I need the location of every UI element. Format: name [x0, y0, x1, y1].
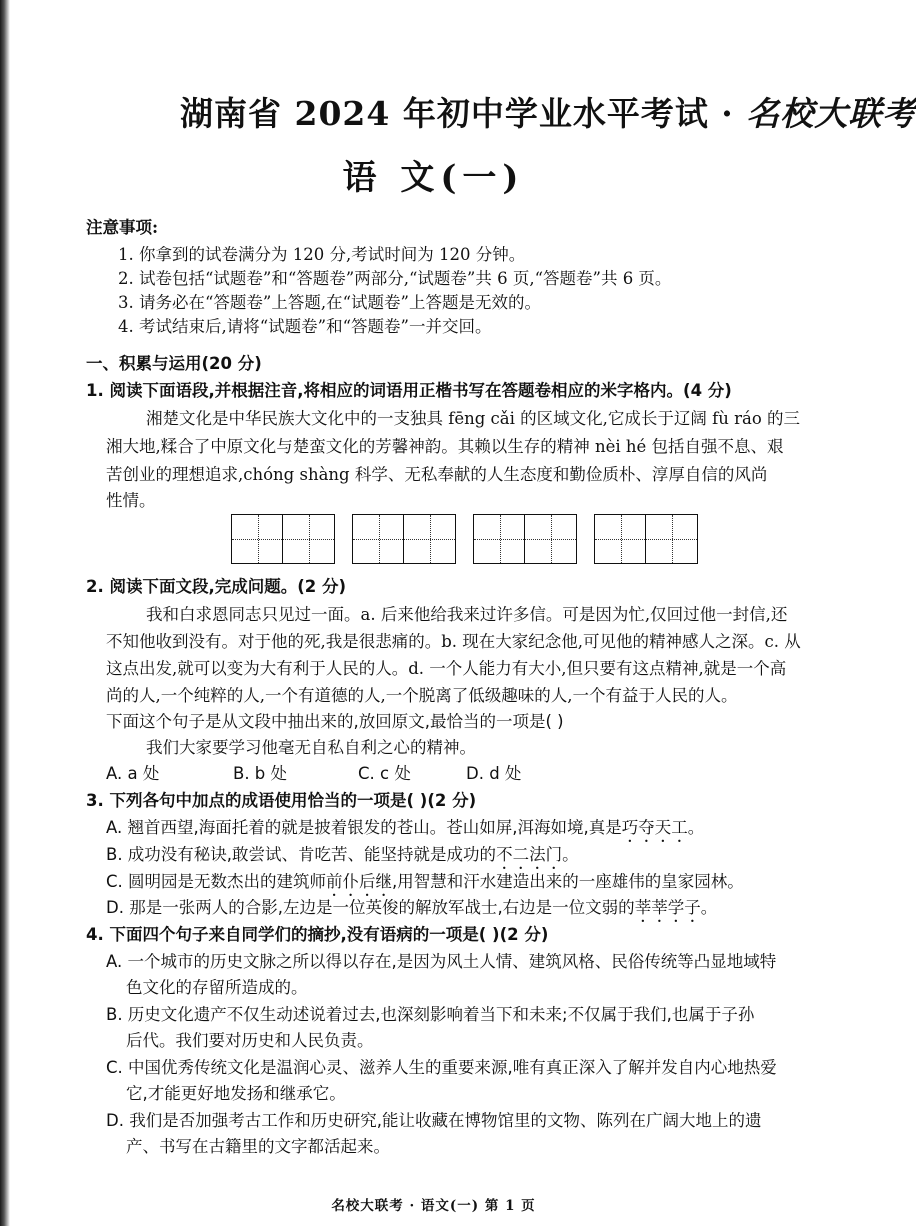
question-4-line: 它,才能更好地发扬和继承它。 [126, 1084, 346, 1103]
question-4-line: 后代。我们要对历史和人民负责。 [126, 1031, 374, 1050]
exam-title-brand: 名校大联考 [746, 94, 916, 133]
question-1-passage-line: 苦创业的理想追求,chóng shàng 科学、无私奉献的人生态度和勤俭质朴、淳厚自信的风尚 [106, 465, 768, 484]
page-footer: 名校大联考 · 语文(一) 第 1 页 [331, 1198, 536, 1214]
question-2-passage-line: 这点出发,就可以变为大有利于人民的人。d. 一个人能力有大小,但只要有这点精神,就是一个高 [106, 659, 787, 678]
dotted-idiom: 不二法门 [496, 845, 563, 864]
question-1-passage-line: 湘大地,糅合了中原文化与楚蛮文化的芳馨神韵。其赖以生存的精神 nèi hé 包括自强不息、艰 [106, 437, 784, 456]
question-3-option-c: C. 圆明园是无数杰出的建筑师前仆后继,用智慧和汗水建造出来的一座雄伟的皇家园林。 [106, 872, 744, 891]
question-2-stem: 2. 阅读下面文段,完成问题。(2 分) [86, 577, 347, 596]
question-3-stem: 3. 下列各句中加点的成语使用恰当的一项是( )(2 分) [86, 791, 477, 810]
question-4-line: C. 中国优秀传统文化是温润心灵、滋养人生的重要来源,唯有真正深入了解并发自内心地热爱 [106, 1058, 777, 1077]
question-3-option-d: D. 那是一张两人的合影,左边是一位英俊的解放军战士,右边是一位文弱的莘莘学子。 [106, 898, 718, 917]
question-2-option: B. b 处 [233, 764, 288, 783]
character-grid-box [231, 514, 335, 564]
question-3-option-b: B. 成功没有秘诀,敢尝试、肯吃苦、能坚持就是成功的不二法门。 [106, 845, 579, 864]
notes-item: 4. 考试结束后,请将“试题卷”和“答题卷”一并交回。 [118, 317, 492, 336]
notes-item: 3. 请务必在“答题卷”上答题,在“试题卷”上答题是无效的。 [118, 293, 541, 312]
question-4-stem: 4. 下面四个句子来自同学们的摘抄,没有语病的一项是( )(2 分) [86, 925, 549, 944]
question-2-option: A. a 处 [106, 764, 160, 783]
question-2-question: 下面这个句子是从文段中抽出来的,放回原文,最恰当的一项是( ) [106, 712, 564, 731]
question-4-line: 产、书写在古籍里的文字都活起来。 [126, 1137, 390, 1156]
exam-title-main: 湖南省 2024 年初中学业水平考试 · [180, 94, 747, 133]
section-heading: 一、积累与运用(20 分) [86, 354, 262, 373]
character-grid-box [594, 514, 698, 564]
character-grid-row [231, 514, 741, 566]
question-4-line: 色文化的存留所造成的。 [126, 978, 308, 997]
question-1-passage-line: 性情。 [106, 491, 156, 510]
subject-title: 语 文(一) [342, 158, 525, 198]
question-1-stem: 1. 阅读下面语段,并根据注音,将相应的词语用正楷书写在答题卷相应的米字格内。(4 分) [86, 381, 732, 400]
dotted-idiom: 巧夺天工 [621, 818, 688, 837]
question-2-option: C. c 处 [358, 764, 411, 783]
character-grid-box [352, 514, 456, 564]
question-2-passage-line: 不知他收到没有。对于他的死,我是很悲痛的。b. 现在大家纪念他,可见他的精神感人之深。c. 从 [106, 632, 801, 651]
notes-heading: 注意事项: [86, 218, 159, 237]
dotted-idiom: 莘莘学子 [634, 898, 701, 917]
question-4-line: D. 我们是否加强考古工作和历史研究,能让收藏在博物馆里的文物、陈列在广阔大地上的遗 [106, 1111, 762, 1130]
character-grid-box [473, 514, 577, 564]
notes-item: 1. 你拿到的试卷满分为 120 分,考试时间为 120 分钟。 [118, 245, 526, 264]
question-3-option-a: A. 翘首西望,海面托着的就是披着银发的苍山。苍山如屏,洱海如境,真是巧夺天工。 [106, 818, 705, 837]
question-4-line: A. 一个城市的历史文脉之所以得以存在,是因为风土人情、建筑风格、民俗传统等凸显地域特 [106, 952, 777, 971]
question-2-sentence: 我们大家要学习他毫无自私自利之心的精神。 [146, 738, 476, 757]
question-1-passage-line: 湘楚文化是中华民族大文化中的一支独具 fēng cǎi 的区域文化,它成长于辽阔 fù ráo 的三 [146, 409, 801, 428]
question-4-line: B. 历史文化遗产不仅生动述说着过去,也深刻影响着当下和未来;不仅属于我们,也属于子孙 [106, 1005, 755, 1024]
dotted-idiom: 前仆后继 [326, 872, 393, 891]
exam-title [180, 88, 916, 135]
question-2-option: D. d 处 [466, 764, 522, 783]
notes-item: 2. 试卷包括“试题卷”和“答题卷”两部分,“试题卷”共 6 页,“答题卷”共 6 页。 [118, 269, 672, 288]
question-2-passage-line: 尚的人,一个纯粹的人,一个有道德的人,一个脱离了低级趣味的人,一个有益于人民的人。 [106, 686, 738, 705]
question-2-passage-line: 我和白求恩同志只见过一面。a. 后来他给我来过许多信。可是因为忙,仅回过他一封信,还 [146, 605, 788, 624]
